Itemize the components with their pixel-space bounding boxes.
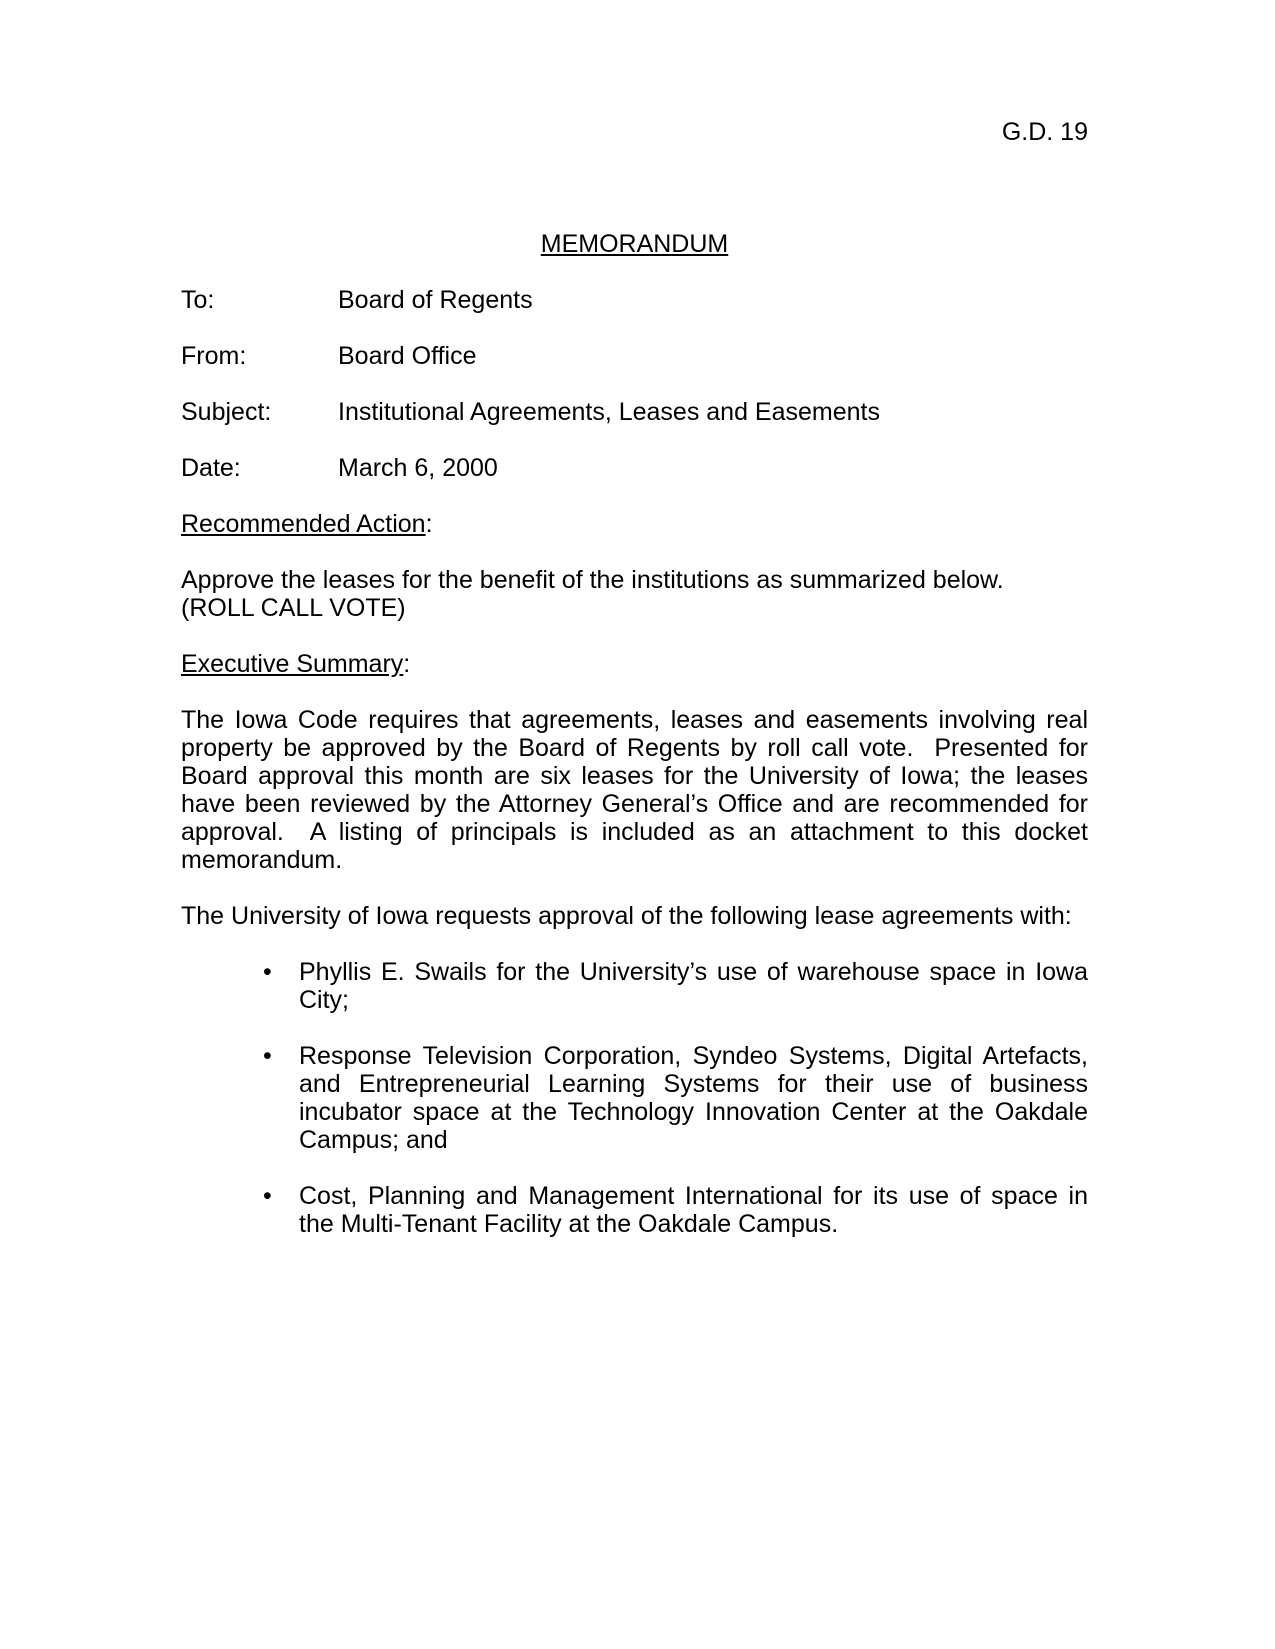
executive-summary-paragraph-2: The University of Iowa requests approval of the following lease agreements with: (181, 902, 1072, 930)
recommended-action-line-2: (ROLL CALL VOTE) (181, 594, 406, 622)
bullet-text-incubator: Response Television Corporation, Syndeo Systems, Digital Artefacts, and Entrepreneurial Learning Systems for their use of business incubator space at the Technology Innovation Center at the Oakdale Campus; and (299, 1042, 1095, 1154)
doc-number: G.D. 19 (1001, 118, 1088, 146)
bullet-text-cpmi: Cost, Planning and Management International for its use of space in the Multi-Tenant Facility at the Oakdale Campus. (299, 1182, 1095, 1238)
recommended-action-heading (181, 510, 1088, 538)
bullet-icon: • (263, 958, 272, 986)
to-value: Board of Regents (338, 286, 533, 314)
from-value: Board Office (338, 342, 477, 370)
meta-row-date (181, 454, 1088, 482)
list-item (181, 1042, 1095, 1154)
date-value: March 6, 2000 (338, 454, 498, 482)
meta-row-from (181, 342, 1088, 370)
executive-summary-heading-colon: : (403, 650, 411, 678)
recommended-action-body (181, 566, 1088, 622)
subject-label: Subject: (181, 398, 272, 426)
lease-bullet-list (181, 958, 1095, 1238)
list-item (181, 958, 1095, 1014)
executive-summary-heading-text: Executive Summary (181, 650, 404, 678)
doc-title-text: MEMORANDUM (540, 230, 729, 258)
date-label: Date: (181, 454, 241, 482)
doc-title (181, 230, 1088, 258)
bullet-text-swails: Phyllis E. Swails for the University’s use of warehouse space in Iowa City; (299, 958, 1095, 1014)
recommended-action-heading-colon: : (425, 510, 433, 538)
recommended-action-heading-text: Recommended Action (181, 510, 426, 538)
meta-row-subject (181, 398, 1088, 426)
bullet-icon: • (263, 1182, 272, 1210)
executive-summary-heading (181, 650, 1088, 678)
meta-row-to (181, 286, 1088, 314)
memo-header-fields (181, 286, 1088, 482)
recommended-action-line-1: Approve the leases for the benefit of the institutions as summarized below. (181, 566, 1004, 594)
executive-summary-paragraph-1: The Iowa Code requires that agreements, leases and easements involving real property be approved by the Board of Regents by roll call vote. Presented for Board approval this month are six leases for the University of Iowa; the leases have been reviewed by the Attorney General’s Office and are recommended for approval. A listing of principals is included as an attachment to this docket memorandum. (181, 706, 1095, 874)
from-label: From: (181, 342, 247, 370)
list-item (181, 1182, 1095, 1238)
bullet-icon: • (263, 1042, 272, 1070)
subject-value: Institutional Agreements, Leases and Easements (338, 398, 880, 426)
to-label: To: (181, 286, 215, 314)
